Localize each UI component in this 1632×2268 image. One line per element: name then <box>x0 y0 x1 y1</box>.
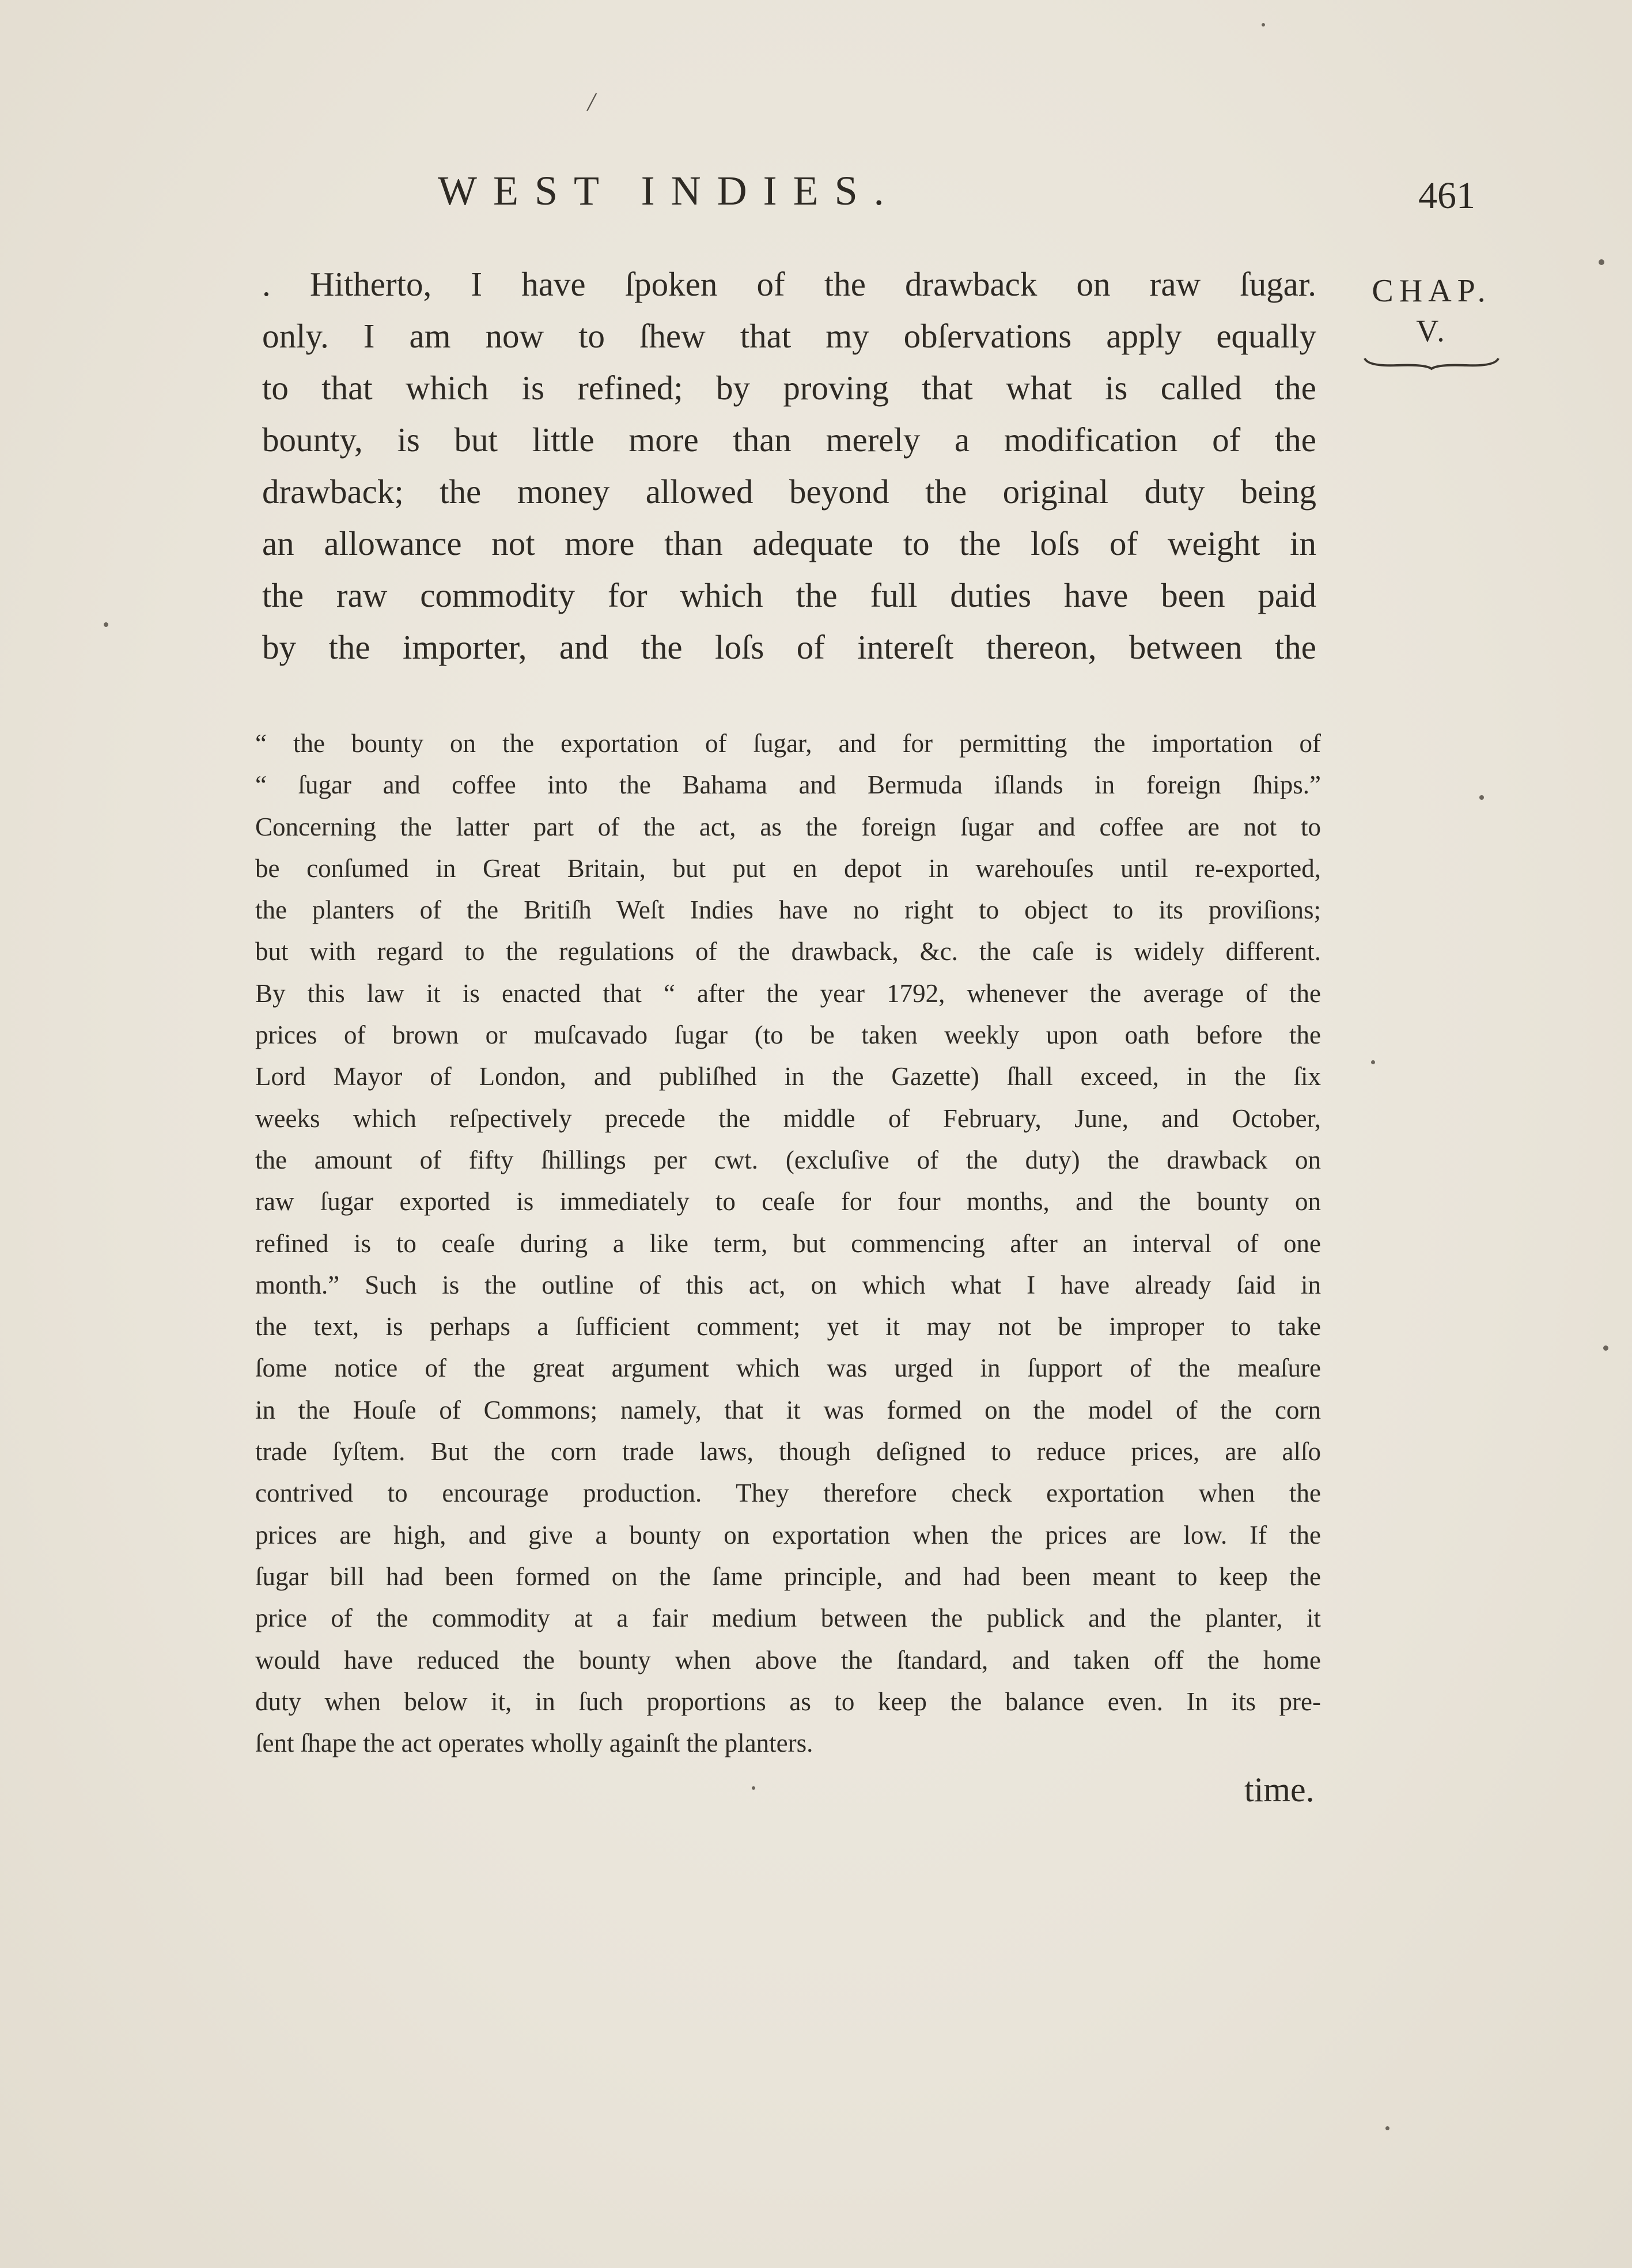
footnote-line: in the Houſe of Commons; namely, that it was formed on the model of the corn <box>255 1395 1321 1424</box>
footnote-line: refined is to ceaſe during a like term, but commencing after an interval of one <box>255 1228 1321 1258</box>
paper-speck <box>1262 23 1265 27</box>
footnote-line: ſome notice of the great argument which was urged in ſupport of the meaſure <box>255 1354 1321 1383</box>
footnote-line: ſugar bill had been formed on the ſame principle, and had been meant to keep the <box>255 1562 1321 1591</box>
running-head: WEST INDIES. <box>438 168 900 214</box>
body-line: only. I am now to ſhew that my obſervations apply equally <box>262 317 1316 355</box>
paper-speck <box>1479 795 1484 800</box>
footnote-line: prices are high, and give a bounty on exportation when the prices are low. If the <box>255 1520 1321 1549</box>
footnote-line: contrived to encourage production. They therefore check exportation when the <box>255 1479 1321 1508</box>
chapter-number: V. <box>1416 313 1447 348</box>
paper-speck <box>1371 1060 1375 1064</box>
footnote-line: ſent ſhape the act operates wholly againſt the planters. <box>255 1729 813 1758</box>
body-line: drawback; the money allowed beyond the original duty being <box>262 472 1316 511</box>
footnote-line: duty when below it, in ſuch proportions as to keep the balance even. In its pre- <box>255 1687 1321 1716</box>
body-line: the raw commodity for which the full duties have been paid <box>262 576 1316 614</box>
body-line: by the importer, and the loſs of intereſt thereon, between the <box>262 628 1316 666</box>
footnote-line: month.” Such is the outline of this act, on which what I have already ſaid in <box>255 1270 1321 1299</box>
footnote-line: the text, is perhaps a ſufficient comment; yet it may not be improper to take <box>255 1312 1321 1341</box>
footnote-line: the planters of the Britiſh Weſt Indies have no right to object to its proviſions; <box>255 895 1321 925</box>
paper-speck <box>1385 2126 1389 2130</box>
body-line: . Hitherto, I have ſpoken of the drawback on raw ſugar. <box>262 265 1316 303</box>
body-line: to that which is refined; by proving that what is called the <box>262 369 1316 407</box>
paper-speck <box>1599 259 1604 265</box>
paper-speck <box>104 622 108 627</box>
footnote-line: would have reduced the bounty when above the ſtandard, and taken off the home <box>255 1645 1321 1674</box>
footnote-line: By this law it is enacted that “ after the year 1792, whenever the average of the <box>255 978 1321 1008</box>
catchword: time. <box>1244 1771 1315 1809</box>
footnote-line: Concerning the latter part of the act, as the foreign ſugar and coffee are not to <box>255 812 1321 841</box>
paper-speck <box>752 1786 755 1790</box>
footnote-line: trade ſyſtem. But the corn trade laws, though deſigned to reduce prices, are alſo <box>255 1437 1321 1466</box>
main-text <box>262 258 1316 673</box>
footnote-line: raw ſugar exported is immediately to ceaſe for four months, and the bounty on <box>255 1187 1321 1216</box>
page-number: 461 <box>1418 175 1475 217</box>
chapter-margin-note <box>1357 271 1506 371</box>
footnote-line: but with regard to the regulations of the drawback, &c. the caſe is widely different. <box>255 937 1321 966</box>
brace-ornament-icon <box>1362 354 1501 371</box>
footnote-line: the amount of fifty ſhillings per cwt. (excluſive of the duty) the drawback on <box>255 1145 1321 1174</box>
footnote-line: “ ſugar and coffee into the Bahama and Bermuda iſlands in foreign ſhips.” <box>255 770 1321 800</box>
footnote-line: be conſumed in Great Britain, but put en depot in warehouſes until re-exported, <box>255 853 1321 883</box>
body-line: an allowance not more than adequate to the loſs of weight in <box>262 524 1316 562</box>
footnote <box>255 723 1321 1764</box>
body-line: bounty, is but little more than merely a modification of the <box>262 421 1316 459</box>
footnote-line: weeks which reſpectively precede the middle of February, June, and October, <box>255 1103 1321 1133</box>
footnote-line: price of the commodity at a fair medium between the publick and the planter, it <box>255 1604 1321 1633</box>
footnote-line: prices of brown or muſcavado ſugar (to be taken weekly upon oath before the <box>255 1020 1321 1050</box>
chapter-label: CHAP. <box>1372 273 1491 309</box>
footnote-line: “ the bounty on the exportation of ſugar, and for permitting the importation of <box>255 729 1321 758</box>
footnote-line: Lord Mayor of London, and publiſhed in the Gazette) ſhall exceed, in the ſix <box>255 1062 1321 1091</box>
stray-pen-mark: / <box>588 87 595 116</box>
paper-speck <box>1603 1345 1608 1351</box>
